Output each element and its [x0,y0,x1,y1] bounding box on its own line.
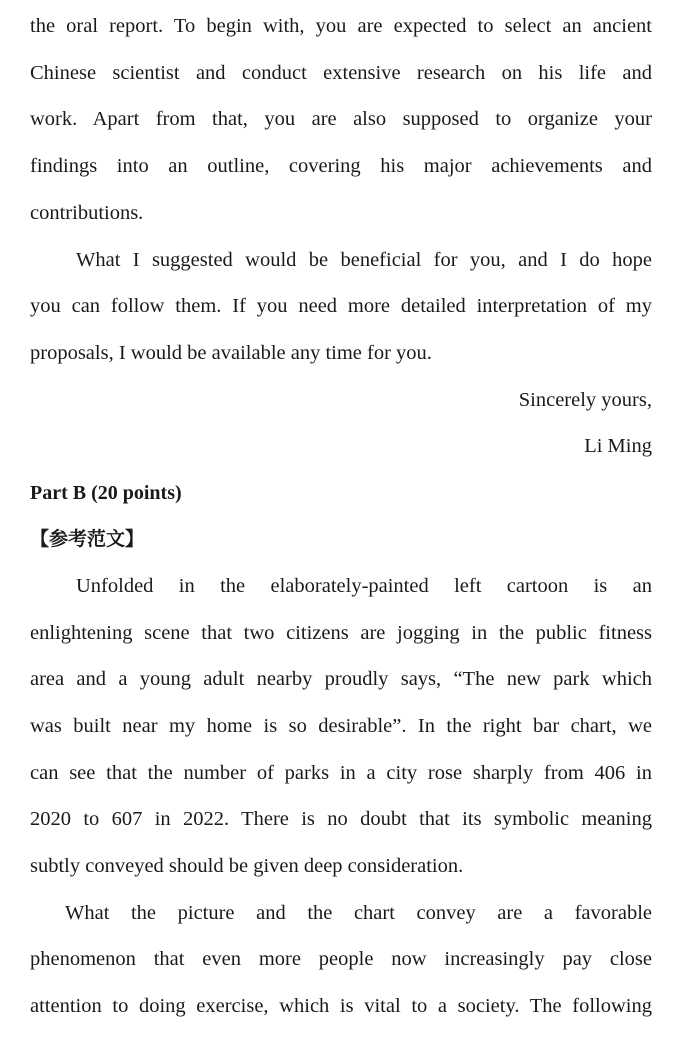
letter-para1-line-5: contributions. [30,202,144,224]
letter-para1-line-1: the oral report. To begin with, you are expected to select an ancient [30,15,652,37]
letter-para2-line-3: proposals, I would be available any time for you. [30,342,432,364]
letter-para1-line-2: Chinese scientist and conduct extensive research on his life and [30,62,652,84]
part-b-para2-line-1: What the picture and the chart convey are a favorable [65,902,652,924]
part-b-para1-line-3: area and a young adult nearby proudly says, “The new park which [30,668,652,690]
letter-para1-line-4: findings into an outline, covering his major achievements and [30,155,652,177]
letter-closing: Sincerely yours, [518,389,652,411]
part-b-para1-line-1: Unfolded in the elaborately-painted left cartoon is an [76,575,652,597]
part-b-heading: Part B (20 points) [30,482,182,504]
part-b-para1-line-5: can see that the number of parks in a city rose sharply from 406 in [30,762,652,784]
part-b-para1-line-2: enlightening scene that two citizens are jogging in the public fitness [30,622,652,644]
letter-para1-line-3: work. Apart from that, you are also supposed to organize your [30,108,652,130]
part-b-para2-line-2: phenomenon that even more people now increasingly pay close [30,948,652,970]
part-b-para1-line-7: subtly conveyed should be given deep consideration. [30,855,464,877]
letter-para2-line-2: you can follow them. If you need more detailed interpretation of my [30,295,652,317]
part-b-para2-line-3: attention to doing exercise, which is vital to a society. The following [30,995,652,1017]
part-b-para1-line-6: 2020 to 607 in 2022. There is no doubt that its symbolic meaning [30,808,652,830]
part-b-para1-line-4: was built near my home is so desirable”. In the right bar chart, we [30,715,652,737]
part-b-reference-label: 【参考范文】 [30,528,145,550]
letter-signature: Li Ming [584,435,652,457]
letter-para2-line-1: What I suggested would be beneficial for you, and I do hope [76,249,652,271]
